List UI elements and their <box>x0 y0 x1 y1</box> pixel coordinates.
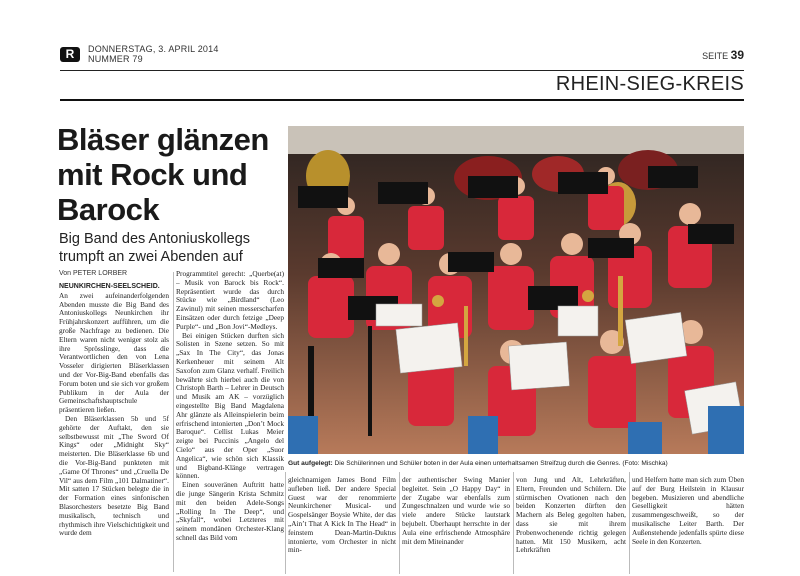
paragraph: Programmtitel gerecht: „Querbe(at) – Musik von Barock bis Rock“. Repräsentiert wurde das durch Stücke wie „Birdland“ (Leo Zawinul) mit seinen messerscharfen Einsätzen oder durch fetzige „Deep Purple“- und „Bon Jovi“-Medleys. <box>176 270 284 331</box>
article-byline: Von PETER LORBER <box>59 270 128 277</box>
photo-credit: (Foto: Mischka) <box>622 460 668 467</box>
page-indicator <box>702 48 744 62</box>
article-photo <box>288 126 744 454</box>
page-header <box>60 44 744 70</box>
section-title: RHEIN-SIEG-KREIS <box>555 73 744 95</box>
big-band-photo-image <box>288 126 744 454</box>
paragraph: Den Bläserklassen 5b und 5f gehörte der Auftakt, den sie selbstbewusst mit „The Sword Of Kings“ oder „Midnight Sky“ meisterten. Die Bläserklasse 6b und die Vor-Big-Band punkteten mit „Game Of Thrones“ und „Cruella De Vil“ aus dem Film „101 Dalmatiner“. Mit satten 17 Stücken belegte die in der Formation eines sinfonischen Blasorchesters besetzte Big Band musikalisch, technisch und rhythmisch ihre Vielschichtigkeit und wurde dem <box>59 413 169 538</box>
column-divider <box>285 472 286 574</box>
section-rule <box>60 99 744 101</box>
dateline: NEUNKIRCHEN-SEELSCHEID. <box>59 283 160 290</box>
article-subheadline: Big Band des Antoniuskollegs trumpft an zwei Abenden auf <box>59 231 251 265</box>
caption-lead: Gut aufgelegt: <box>288 460 333 467</box>
newspaper-logo-icon: R <box>60 47 80 62</box>
paragraph: Einen souveränen Auftritt hatte die junge Sängerin Krista Schmitz mit den beiden Adele-Songs „Rolling In The Deep“, und „Skyfall“, wobei Letzteres mit seinem mondänen Orchester-Klang schnell das Bild vom <box>176 480 284 542</box>
page-number: 39 <box>730 48 744 62</box>
page-label: SEITE <box>702 51 729 61</box>
article-column-1 <box>59 282 169 574</box>
article-column-2 <box>176 270 284 574</box>
photo-caption <box>288 460 744 467</box>
article-column-4: der authentischer Swing Manier begleitet. Sein „O Happy Day“ in der Zugabe war ebenfalls zum Zungeschnalzen und wurde wie so viele andere Stücke lautstark bejubelt. Überhaupt herrschte in der Aula eine erfrischende Atmosphäre mit dem Miteinander <box>402 476 510 546</box>
column-divider <box>629 472 630 574</box>
column-divider <box>173 272 174 572</box>
issue-info <box>88 44 219 64</box>
article-column-3: gleichnamigen James Bond Film aufleben ließ. Der andere Special Guest war der renommierte Neunkirchener Musical- und Gospelsänger Boysie White, der das „Ain’t That A Kick In The Head“ in feinstem Dean-Martin-Duktus intonierte, vom Orchester in nicht min- <box>288 476 396 555</box>
column-divider <box>513 472 514 574</box>
paragraph: Bei einigen Stücken durften sich Solisten in Szene setzen. So mit „Sax In The City“, das Jonas Kerkenheuer mit seinem Alt Saxofon zum Glanz verhalf. Freilich bewährte sich hierbei auch die von Christoph Barth – Lehrer in Deutsch und Musik am AK – vorzüglich eingestellte Big Band Magdalena Ahr glänzte als Alleinspielerin beim erfrischend intonierten „Don’t Mock Baroque“. Cellist Lukas Meier zeigte bei Puccinis „Angelo del Cielo“ aus der Oper „Suor Angelica“, wie schön sich Klassik und Bigband-Klänge vertragen können. <box>176 330 284 481</box>
article-column-5: von Jung und Alt, Lehrkräften, Eltern, Freunden und Schülern. Die stürmischen Ovationen nach den beiden Konzerten dürften den Machern als Beleg gegolten haben, dass sie mit ihrem Probenwochenende richtig gelegen hatten. Mit 150 Musikern, acht Lehrkräften <box>516 476 626 555</box>
issue-date: DONNERSTAG, 3. APRIL 2014 <box>88 44 219 54</box>
article-column-6: und Helfern hatte man sich zum Üben auf der Burg Heilstein in Klausur begeben. Musizieren und abendliche Geselligkeit hätten zusammengeschweißt, so der musikalische Leiter Barth. Der Außenstehende jedenfalls spürte diese Seele in den Konzerten. <box>632 476 744 546</box>
column-divider <box>399 472 400 574</box>
issue-number: NUMMER 79 <box>88 54 143 64</box>
article-headline: Bläser glänzen mit Rock und Barock <box>57 122 269 227</box>
lead-paragraph: NEUNKIRCHEN-SEELSCHEID. An zwei aufeinanderfolgenden Abenden musste die Big Band des Antoniuskollegs Neunkirchen ihr Frühjahrskonzert aufführen, um die große Nachfrage zu bedienen. Die Eltern waren nicht weniger stolz als ihre Sprösslinge, dass die Verantwortlichen den von Lena Vosseler dirigierten Bläserklassen und der Vor-Big-Band ebenfalls das Forum boten und sie sich vor großem Publikum in der Aula der Gemeinschaftshauptschule präsentieren ließen. <box>59 283 169 415</box>
header-rule <box>60 70 744 71</box>
caption-text: Die Schülerinnen und Schüler boten in der Aula einen unterhaltsamen Streifzug durch die Genres. <box>334 460 621 467</box>
